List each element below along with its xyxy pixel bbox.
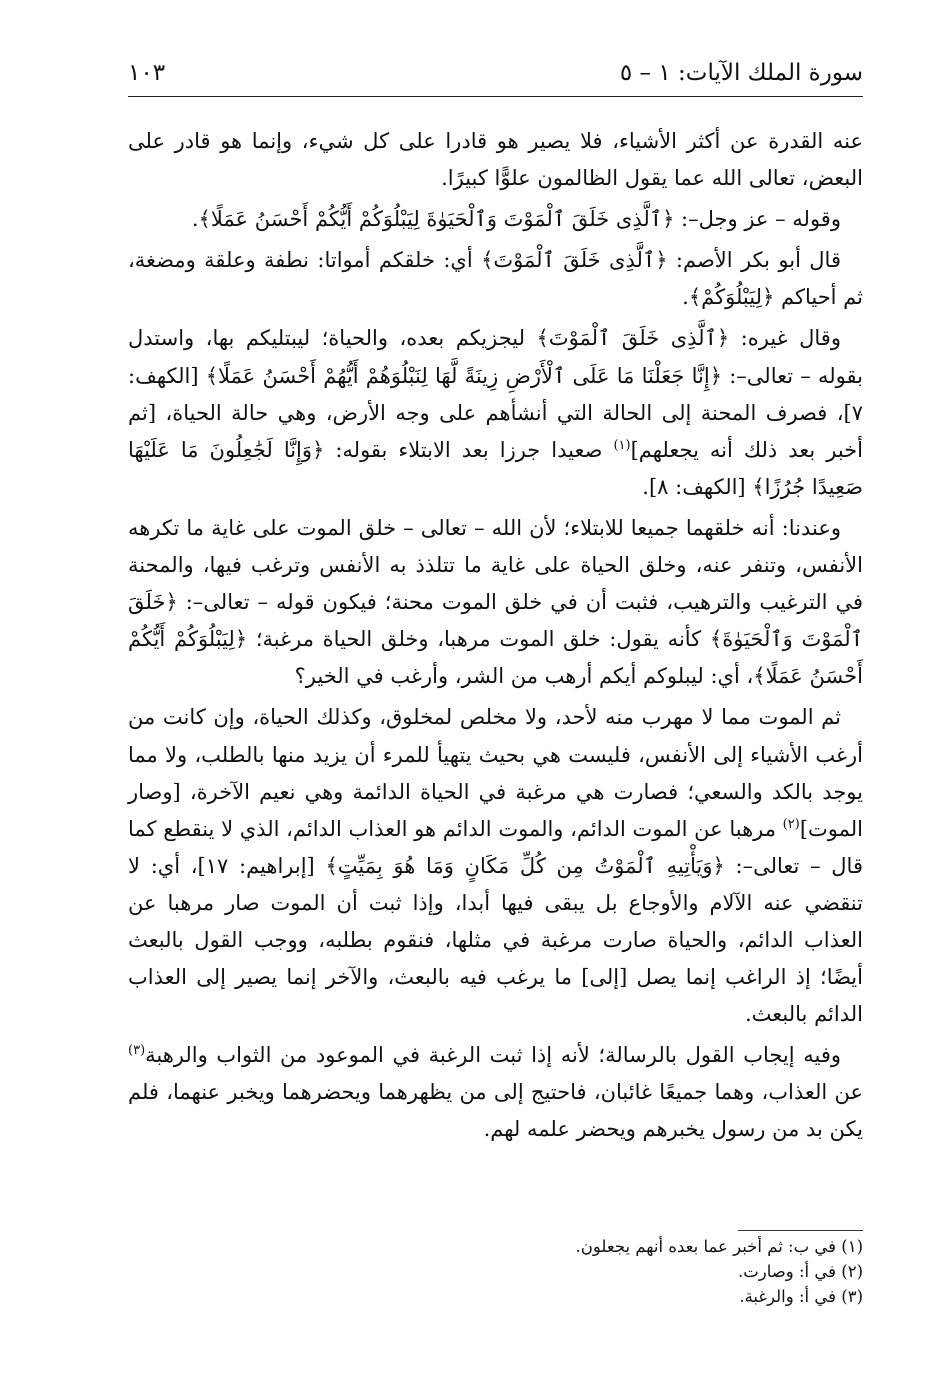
- paragraph-3: قال أبو بكر الأصم: ﴿ٱلَّذِى خَلَقَ ٱلْمَوْتَ﴾ أي: خلقكم أمواتا: نطفة وعلقة ومضغة، ثم أحياكم ﴿لِيَبْلُوَكُمْ﴾.: [128, 248, 863, 310]
- paragraph-7: [128, 1037, 863, 1148]
- paragraph-6-text-a: ثم الموت مما لا مهرب منه لأحد، ولا مخلص لمخلوق، وكذلك الحياة، وإن كانت من أرغب الأشياء إلى الأنفس، فليست هي بحيث يتهيأ للمرء أن يزيد منها بالطلب، ولا مما يوجد بالكد والسعي؛ فصارت هي مرغبة في الحياة الدائمة وهي نعيم الآخرة، [وصار الموت]: [128, 705, 863, 841]
- paragraph-2: وقوله – عز وجل–: ﴿ٱلَّذِى خَلَقَ ٱلْمَوْتَ وَٱلْحَيَوٰةَ لِيَبْلُوَكُمْ أَيُّكُمْ أَحْسَنُ عَمَلًا﴾.: [191, 207, 841, 232]
- footnote-ref-3[interactable]: (٣): [128, 1043, 146, 1059]
- paragraph-4-text-b: صعيدا جرزا بعد الابتلاء بقوله: ﴿وَإِنَّا لَجَٰعِلُونَ مَا عَلَيْهَا صَعِيدًا جُرُزًا﴾ [الكهف: ٨].: [128, 437, 863, 499]
- paragraph-7-text-a: وفيه إيجاب القول بالرسالة؛ لأنه إذا ثبت الرغبة في الموعود من الثواب والرهبة: [145, 1043, 841, 1068]
- footnote-3: (٣) في أ: والرغبة.: [739, 1287, 863, 1306]
- footnote-1: (١) في ب: ثم أخبر عما بعده أنهم يجعلون.: [575, 1237, 863, 1256]
- main-text: [128, 123, 863, 1149]
- footnote-separator: [738, 1230, 863, 1231]
- paragraph-4-text-a: وقال غيره: ﴿ٱلَّذِى خَلَقَ ٱلْمَوْتَ﴾ ليجزيكم بعده، والحياة؛ ليبتليكم بها، واستدل بقوله – تعالى–: ﴿إِنَّا جَعَلْنَا مَا عَلَى ٱلْأَرْضِ زِينَةً لَّهَا لِنَبْلُوَهُمْ أَيُّهُمْ أَحْسَنُ عَمَلًا﴾ [الكهف: ٧]، فصرف المحنة إلى الحالة التي أنشأهم على وجه الأرض، وهي حالة الحياة، [ثم أخبر بعد ذلك أنه يجعلهم]: [128, 326, 863, 462]
- paragraph-6-text-b: مرهبا عن الموت الدائم، والموت الدائم هو العذاب الدائم، الذي لا ينقطع كما قال – تعالى–: ﴿وَيَأْتِيهِ ٱلْمَوْتُ مِن كُلِّ مَكَانٍ وَمَا هُوَ بِمَيِّتٍ﴾ [إبراهيم: ١٧]، أي: لا تنقضي عنه الآلام والأوجاع بل يبقى فيها أبدا، وإذا ثبت أن الموت صار مرهبا عن العذاب الدائم، والحياة صارت مرغبة في مثلها، فنقوم بطلبه، ووجب القول بالبعث أيضًا؛ إذ الراغب إنما يصل [إلى] ما يرغب فيه بالبعث، والآخر إنما يصير إلى العذاب الدائم بالبعث.: [127, 816, 863, 1027]
- paragraph-6: [128, 699, 863, 1033]
- running-title: سورة الملك الآيات: ١ – ٥: [619, 60, 863, 86]
- footnotes: [128, 1234, 863, 1309]
- footnote-ref-1[interactable]: (١): [613, 437, 631, 453]
- footnote-2: (٢) في أ: وصارت.: [737, 1262, 863, 1281]
- paragraph-1: عنه القدرة عن أكثر الأشياء، فلا يصير هو قادرا على كل شيء، وإنما هو قادر على البعض، تعالى الله عما يقول الظالمون علوًّا كبيرًا.: [128, 129, 863, 191]
- paragraph-4: [128, 320, 863, 505]
- paragraph-5: وعندنا: أنه خلقهما جميعا للابتلاء؛ لأن الله – تعالى – خلق الموت على غاية ما تكرهه الأنفس، وتنفر عنه، وخلق الحياة على غاية ما تتلذذ به الأنفس وترغب فيها، والمحنة في الترغيب والترهيب، فثبت أن في خلق الموت محنة؛ فيكون قوله – تعالى–: ﴿خَلَقَ ٱلْمَوْتَ وَٱلْحَيَوٰةَ﴾ كأنه يقول: خلق الموت مرهبا، وخلق الحياة مرغبة؛ ﴿لِيَبْلُوَكُمْ أَيُّكُمْ أَحْسَنُ عَمَلًا﴾، أي: ليبلوكم أيكم أرهب من الشر، وأرغب في الخير؟: [128, 515, 863, 689]
- page-number: ١٠٣: [128, 60, 166, 86]
- paragraph-7-text-b: عن العذاب، وهما جميعًا غائبان، فاحتيج إلى من يظهرهما ويحضرهما ويخبر عنهما، فلم يكن بد من رسول يخبرهم ويحضر علمه لهم.: [128, 1080, 863, 1142]
- footnote-ref-2[interactable]: (٢): [782, 816, 800, 832]
- page-header: [128, 56, 863, 97]
